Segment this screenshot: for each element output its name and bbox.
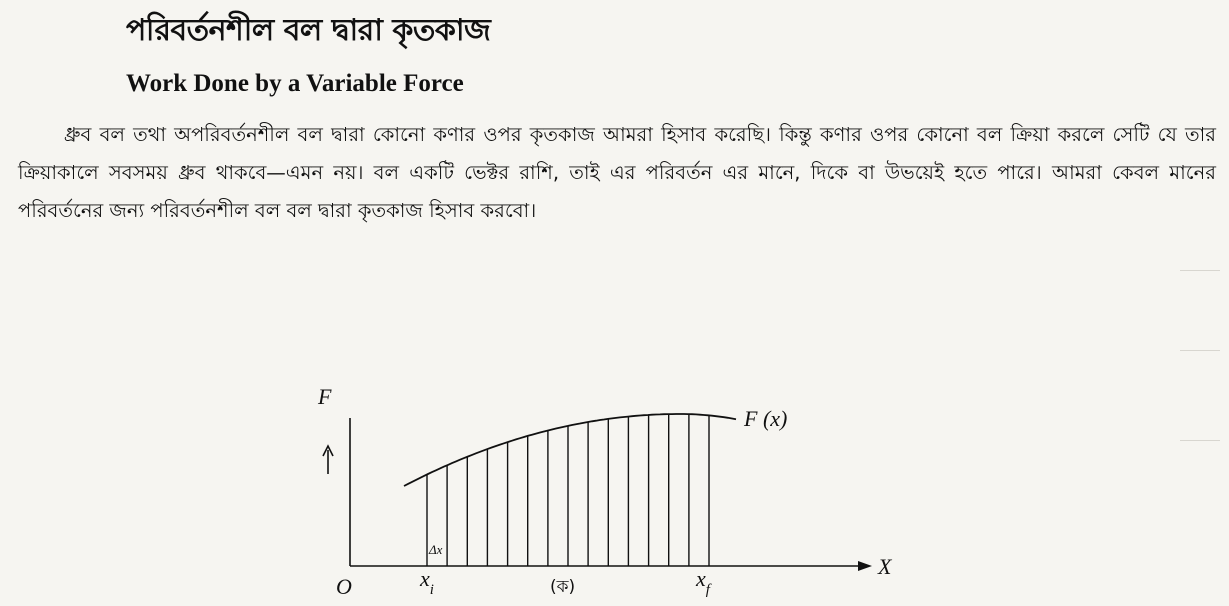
x-axis-arrow bbox=[858, 561, 872, 571]
xf-subscript: f bbox=[705, 582, 710, 598]
strip-width-label: Δx bbox=[429, 542, 443, 557]
strips-group bbox=[427, 414, 709, 566]
body-paragraph: ধ্রুব বল তথা অপরিবর্তনশীল বল দ্বারা কোনো কণার ওপর কৃতকাজ আমরা হিসাব করেছি। কিন্তু কণার ওপর কোনো বল ক্রিয়া করলে সেটি যে তার ক্রিয়াকালে সবসময় ধ্রুব থাকবে—এমন নয়। বল একটি ভেক্টর রাশি, তাই এর পরিবর্তন এর মানে, দিকে বা উভয়েই হতে পারে। আমরা কেবল মানের পরিবর্তনের জন্য পরিবর্তনশীল বল বল দ্বারা কৃতকাজ হিসাব করবো। bbox=[18, 123, 1216, 222]
section-heading-english: Work Done by a Variable Force bbox=[126, 70, 464, 97]
xi-main: x bbox=[420, 566, 430, 591]
force-curve bbox=[404, 414, 736, 486]
origin-label: O bbox=[336, 574, 352, 599]
xf-label bbox=[695, 566, 712, 598]
figure-caption: (ক) bbox=[550, 577, 576, 597]
xi-label bbox=[419, 566, 434, 598]
curve-label: F (x) bbox=[744, 406, 788, 431]
section-heading-bangla: পরিবর্তনশীল বল দ্বারা কৃতকাজ bbox=[126, 13, 491, 48]
y-axis-label: F bbox=[318, 384, 332, 409]
xi-subscript: i bbox=[429, 582, 434, 598]
x-axis-label: X bbox=[878, 554, 892, 579]
xf-main: x bbox=[696, 566, 706, 591]
